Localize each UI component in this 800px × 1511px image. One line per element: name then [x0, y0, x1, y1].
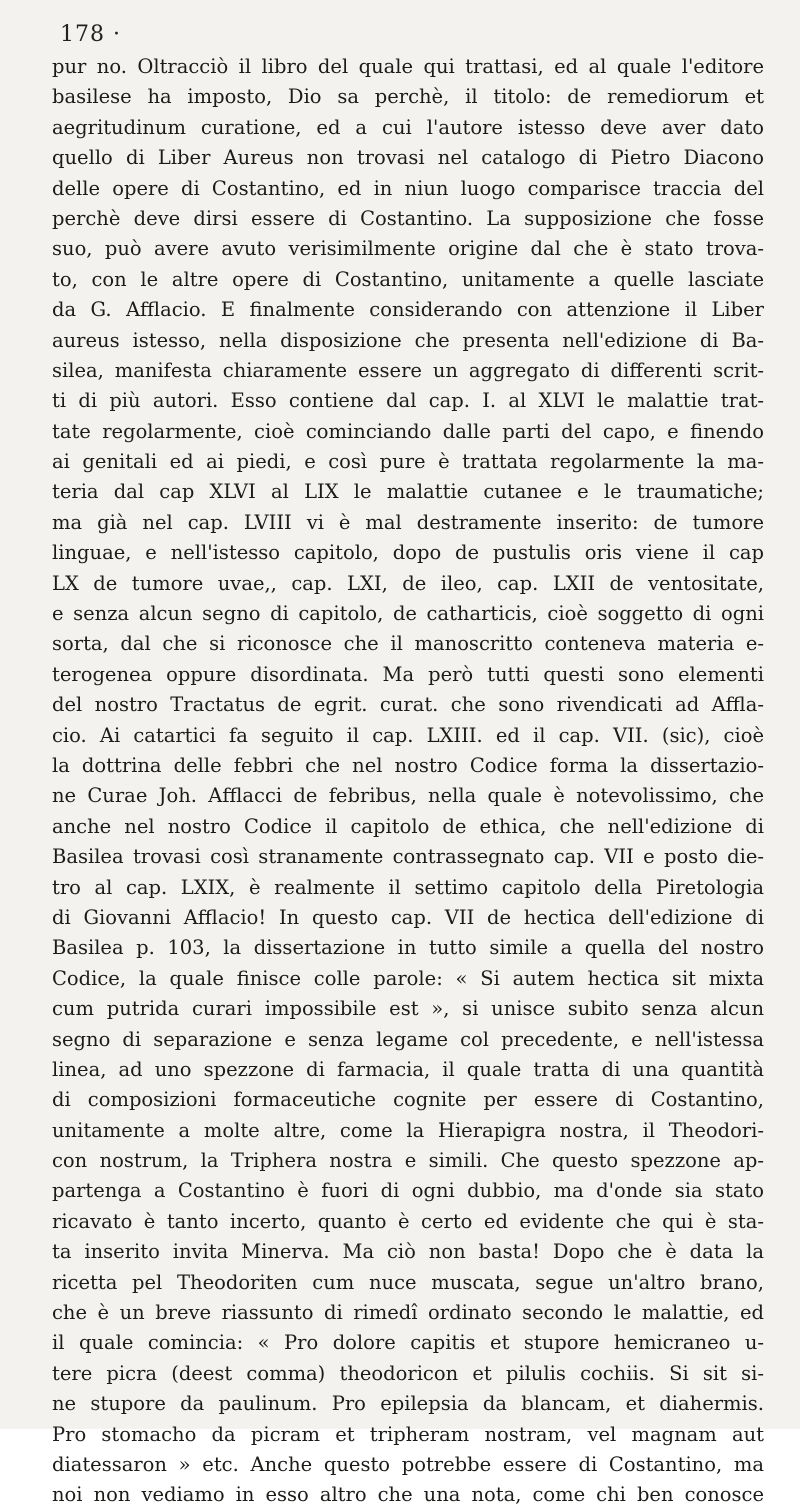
text-line: cum putrida curari impossibile est », si unisce subito senza alcun	[52, 997, 764, 1021]
text-line: partenga a Costantino è fuori di ogni dubbio, ma d'onde sia stato	[52, 1179, 764, 1203]
text-line: perchè deve dirsi essere di Costantino. La supposizione che fosse	[52, 206, 764, 230]
text-line: del nostro Tractatus de egrit. curat. che sono rivendicati ad Affla-	[52, 693, 764, 717]
text-line: linea, ad uno spezzone di farmacia, il quale tratta di una quantità	[52, 1057, 764, 1081]
text-line: Basilea p. 103, la dissertazione in tutto simile a quella del nostro	[52, 936, 764, 960]
text-line: linguae, e nell'istesso capitolo, dopo de pustulis oris viene il cap	[52, 541, 764, 565]
text-line: noi non vediamo in esso altro che una nota, come chi ben conosce	[52, 1483, 764, 1507]
page-number: 178 ·	[60, 22, 121, 47]
text-line: sorta, dal che si riconosce che il manoscritto conteneva materia e-	[52, 632, 764, 656]
text-line: aegritudinum curatione, ed a cui l'autore istesso deve aver dato	[52, 115, 764, 139]
text-line: teria dal cap XLVI al LIX le malattie cutanee e le traumatiche;	[52, 480, 764, 504]
text-line: ne Curae Joh. Afflacci de febribus, nella quale è notevolissimo, che	[52, 784, 764, 808]
text-line: silea, manifesta chiaramente essere un aggregato di differenti scrit-	[52, 358, 764, 382]
text-line: ti di più autori. Esso contiene dal cap. I. al XLVI le malattie trat-	[52, 389, 764, 413]
text-line: ne stupore da paulinum. Pro epilepsia da blancam, et diahermis.	[52, 1392, 764, 1416]
text-line: che è un breve riassunto di rimedî ordinato secondo le malattie, ed	[52, 1301, 764, 1325]
text-line: LX de tumore uvae,, cap. LXI, de ileo, cap. LXII de ventositate,	[52, 571, 764, 595]
text-line: cio. Ai catartici fa seguito il cap. LXIII. ed il cap. VII. (sic), cioè	[52, 723, 764, 747]
text-line: tere picra (deest comma) theodoricon et pilulis cochiis. Si sit si-	[52, 1361, 764, 1385]
text-line: unitamente a molte altre, come la Hierapigra nostra, il Theodori-	[52, 1118, 764, 1142]
text-line: e senza alcun segno di capitolo, de catharticis, cioè soggetto di ogni	[52, 602, 764, 626]
text-line: ta inserito invita Minerva. Ma ciò non basta! Dopo che è data la	[52, 1240, 764, 1264]
text-line: tate regolarmente, cioè cominciando dalle parti del capo, e finendo	[52, 419, 764, 443]
text-line: aureus istesso, nella disposizione che presenta nell'edizione di Ba-	[52, 328, 764, 352]
text-line: ricavato è tanto incerto, quanto è certo ed evidente che qui è sta-	[52, 1209, 764, 1233]
text-line: terogenea oppure disordinata. Ma però tutti questi sono elementi	[52, 662, 764, 686]
text-body	[52, 52, 764, 1511]
text-line: ma già nel cap. LVIII vi è mal destramente inserito: de tumore	[52, 510, 764, 534]
text-line: pur no. Oltracciò il libro del quale qui trattasi, ed al quale l'editore	[52, 55, 764, 78]
text-line: tro al cap. LXIX, è realmente il settimo capitolo della Piretologia	[52, 875, 764, 899]
text-line: ricetta pel Theodoriten cum nuce muscata, segue un'altro brano,	[52, 1270, 764, 1294]
text-line: delle opere di Costantino, ed in niun luogo comparisce traccia del	[52, 176, 764, 200]
text-line: di Giovanni Afflacio! In questo cap. VII de hectica dell'edizione di	[52, 905, 764, 929]
text-line: Basilea trovasi così stranamente contrassegnato cap. VII e posto die-	[52, 845, 764, 869]
text-line: diatessaron » etc. Anche questo potrebbe essere di Costantino, ma	[52, 1452, 764, 1476]
text-line: il quale comincia: « Pro dolore capitis et stupore hemicraneo u-	[52, 1331, 764, 1355]
text-line: quello di Liber Aureus non trovasi nel catalogo di Pietro Diacono	[52, 146, 764, 170]
text-line: basilese ha imposto, Dio sa perchè, il titolo: de remediorum et	[52, 85, 764, 109]
text-line: anche nel nostro Codice il capitolo de ethica, che nell'edizione di	[52, 814, 764, 838]
text-line: Codice, la quale finisce colle parole: « Si autem hectica sit mixta	[52, 966, 764, 990]
text-line: suo, può avere avuto verisimilmente origine dal che è stato trova-	[52, 237, 764, 261]
text-line: ai genitali ed ai piedi, e così pure è trattata regolarmente la ma-	[52, 450, 764, 474]
text-line: to, con le altre opere di Costantino, unitamente a quelle lasciate	[52, 267, 764, 291]
text-line: Pro stomacho da picram et tripheram nostram, vel magnam aut	[52, 1422, 764, 1446]
text-line: di composizioni formaceutiche cognite per essere di Costantino,	[52, 1088, 764, 1112]
text-line: con nostrum, la Triphera nostra e simili. Che questo spezzone ap-	[52, 1149, 764, 1173]
text-line: segno di separazione e senza legame col precedente, e nell'istessa	[52, 1027, 764, 1051]
text-line: la dottrina delle febbri che nel nostro Codice forma la dissertazio-	[52, 753, 764, 777]
text-line: da G. Afflacio. E finalmente considerando con attenzione il Liber	[52, 298, 764, 322]
